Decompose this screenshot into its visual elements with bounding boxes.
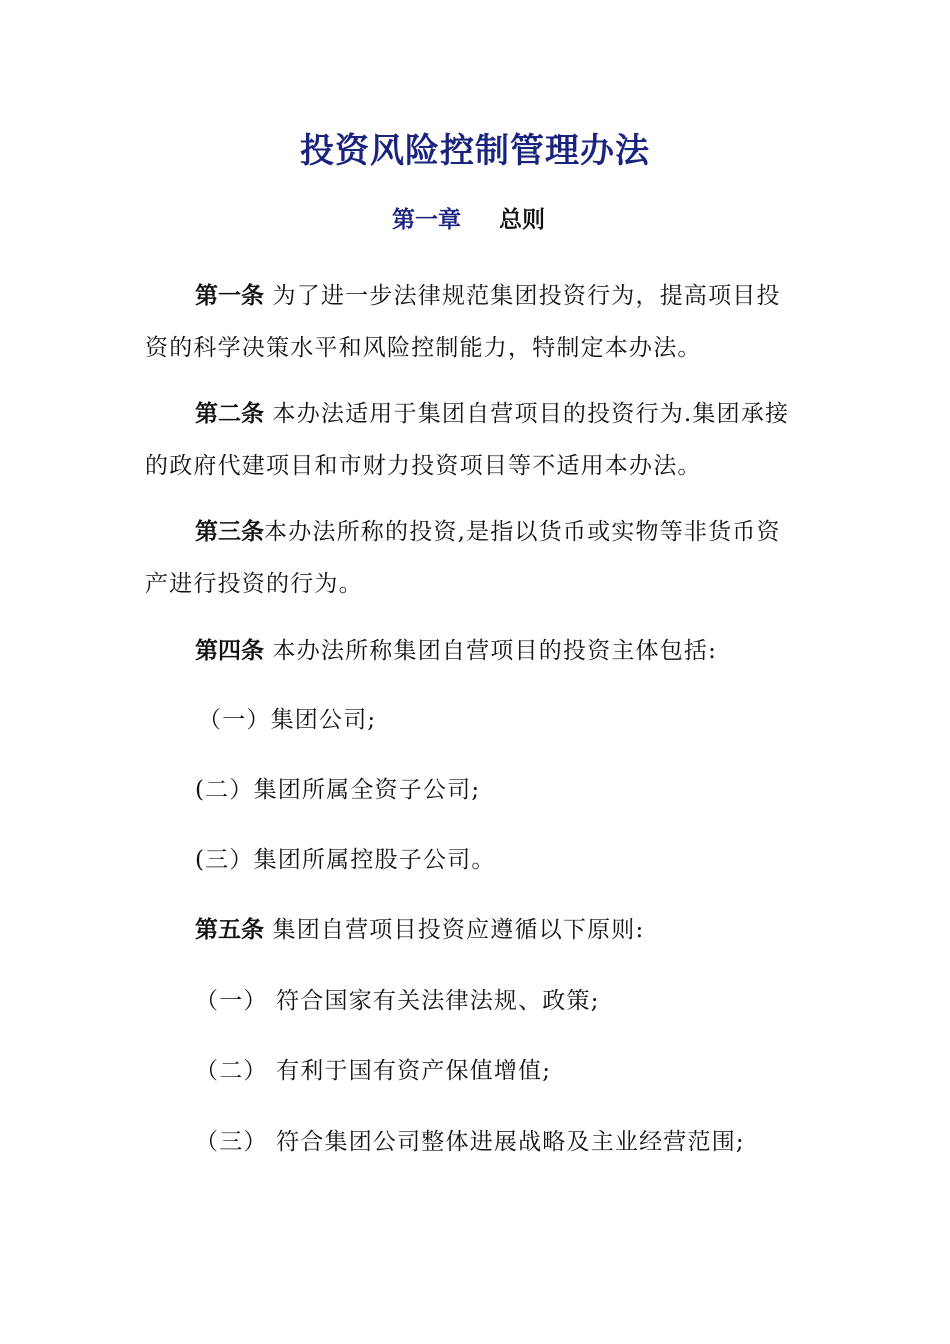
document-title: 投资风险控制管理办法 [300, 131, 650, 171]
chapter-name: 总则 [499, 207, 545, 233]
article-5-label: 第五条 [195, 917, 264, 943]
article-4 [195, 633, 717, 669]
article-2-text: 本办法适用于集团自营项目的投资行为.集团承接的政府代建项目和市财力投资项目等不适用本办法。 [145, 401, 790, 479]
article-1 [145, 270, 797, 374]
article-4-label: 第四条 [195, 638, 264, 664]
article-3 [145, 506, 797, 610]
article-4-item-3: (三）集团所属控股子公司。 [195, 847, 496, 873]
article-1-label: 第一条 [195, 283, 264, 309]
article-4-item-2: (二）集团所属全资子公司; [195, 777, 481, 803]
article-5-item-3: （三） 符合集团公司整体进展战略及主业经营范围; [195, 1129, 745, 1155]
article-4-text: 本办法所称集团自营项目的投资主体包括: [264, 638, 718, 664]
article-3-label: 第三条 [195, 519, 264, 545]
chapter-heading [392, 204, 545, 236]
article-5 [195, 912, 644, 948]
article-2 [145, 388, 797, 492]
article-1-text: 为了进一步法律规范集团投资行为，提高项目投资的科学决策水平和风险控制能力，特制定本办法。 [145, 283, 781, 361]
article-5-text: 集团自营项目投资应遵循以下原则: [264, 917, 645, 943]
article-5-item-1: （一） 符合国家有关法律法规、政策; [195, 988, 600, 1014]
article-3-text: 本办法所称的投资,是指以货币或实物等非货币资产进行投资的行为。 [145, 519, 781, 597]
article-2-label: 第二条 [195, 401, 264, 427]
article-4-item-1: （一）集团公司; [198, 707, 377, 733]
chapter-number: 第一章 [392, 207, 461, 233]
article-5-item-2: （二） 有利于国有资产保值增值; [195, 1058, 552, 1084]
